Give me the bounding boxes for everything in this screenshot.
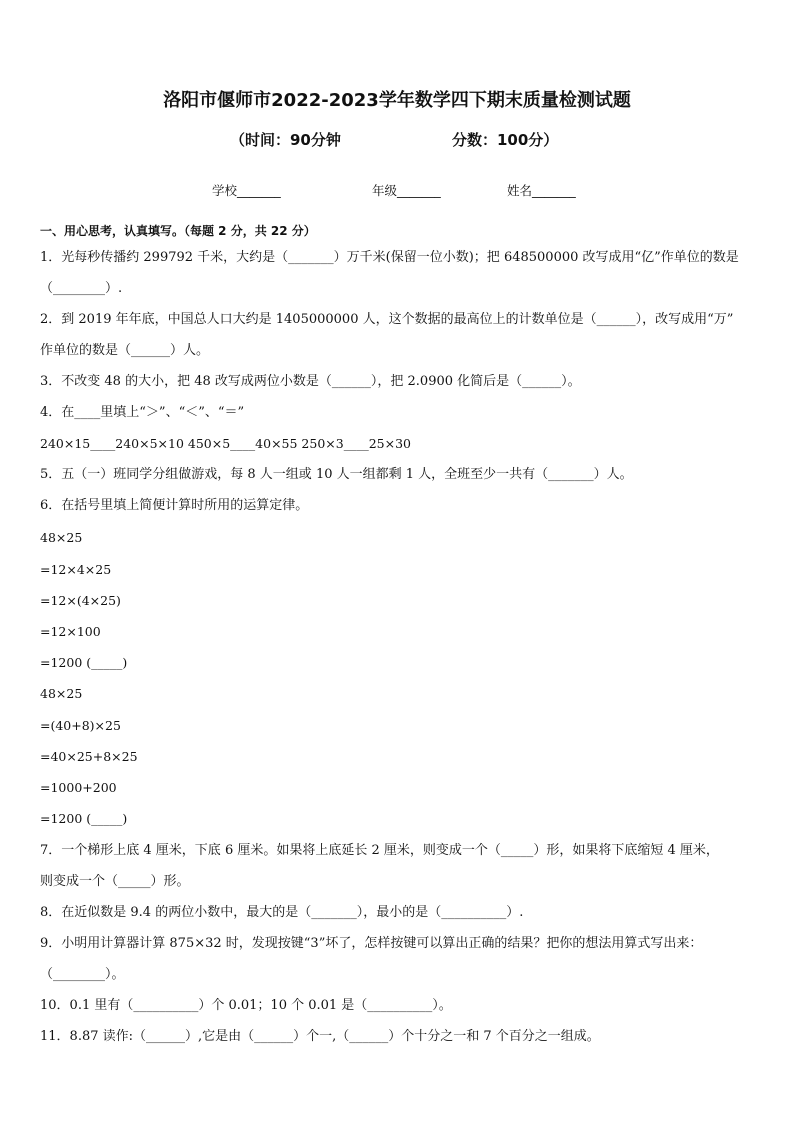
question-9-line-1: 9．小明用计算器计算 875×32 时，发现按键“3”坏了，怎样按键可以算出正确的结果？把你的想法用算式写出来：	[40, 936, 703, 951]
calc-b-step-3: =40×25+8×25	[40, 749, 138, 764]
calc-a-result: =1200 (_____)	[40, 655, 128, 670]
name-field: 姓名_______	[507, 183, 576, 198]
question-7-line-1: 7．一个梯形上底 4 厘米，下底 6 厘米。如果将上底延长 2 厘米，则变成一个（_____）形，如果将下底缩短 4 厘米，	[40, 843, 719, 858]
question-1-line-1: 1．光每秒传播约 299792 千米，大约是（_______）万千米(保留一位小数)；把 648500000 改写成用“亿”作单位的数是	[40, 250, 739, 265]
exam-time: （时间：90分钟	[230, 131, 341, 149]
question-3: 3．不改变 48 的大小，把 48 改写成两位小数是（______），把 2.0900 化简后是（______）。	[40, 374, 581, 389]
calc-a-step-4: =12×100	[40, 624, 101, 639]
question-11: 11．8.87 读作:（______）,它是由（______）个一,（______）个十分之一和 7 个百分之一组成。	[40, 1029, 600, 1044]
section-heading: 一、用心思考，认真填写。（每题 2 分，共 22 分）	[40, 224, 316, 238]
question-5: 5．五（一）班同学分组做游戏，每 8 人一组或 10 人一组都剩 1 人，全班至少一共有（_______）人。	[40, 467, 633, 482]
calc-b-result: =1200 (_____)	[40, 811, 128, 826]
question-10: 10．0.1 里有（__________）个 0.01；10 个 0.01 是（__________）。	[40, 998, 452, 1013]
calc-a-step-3: =12×(4×25)	[40, 593, 121, 608]
calc-b-step-4: =1000+200	[40, 780, 117, 795]
page-title: 洛阳市偃师市2022-2023学年数学四下期末质量检测试题	[163, 90, 631, 111]
exam-score: 分数：100分）	[452, 131, 559, 149]
calc-a-step-1: 48×25	[40, 530, 83, 545]
question-8: 8．在近似数是 9.4 的两位小数中，最大的是（_______），最小的是（__________）.	[40, 905, 524, 920]
question-4-comparisons: 240×15____240×5×10 450×5____40×55 250×3____25×30	[40, 436, 411, 451]
question-6: 6．在括号里填上简便计算时所用的运算定律。	[40, 498, 309, 513]
calc-b-step-1: 48×25	[40, 686, 83, 701]
question-2-line-1: 2．到 2019 年年底，中国总人口大约是 1405000000 人，这个数据的最高位上的计数单位是（______），改写成用“万”	[40, 312, 734, 327]
question-4: 4．在____里填上“＞”、“＜”、“＝”	[40, 405, 245, 420]
calc-a-step-2: =12×4×25	[40, 562, 112, 577]
grade-field: 年级_______	[372, 183, 441, 198]
school-field: 学校_______	[212, 183, 281, 198]
question-2-line-2: 作单位的数是（______）人。	[40, 343, 210, 358]
question-7-line-2: 则变成一个（_____）形。	[40, 874, 190, 889]
calc-b-step-2: =(40+8)×25	[40, 718, 121, 733]
question-9-line-2: （________）。	[40, 967, 125, 982]
question-1-line-2: （________）.	[40, 281, 123, 296]
